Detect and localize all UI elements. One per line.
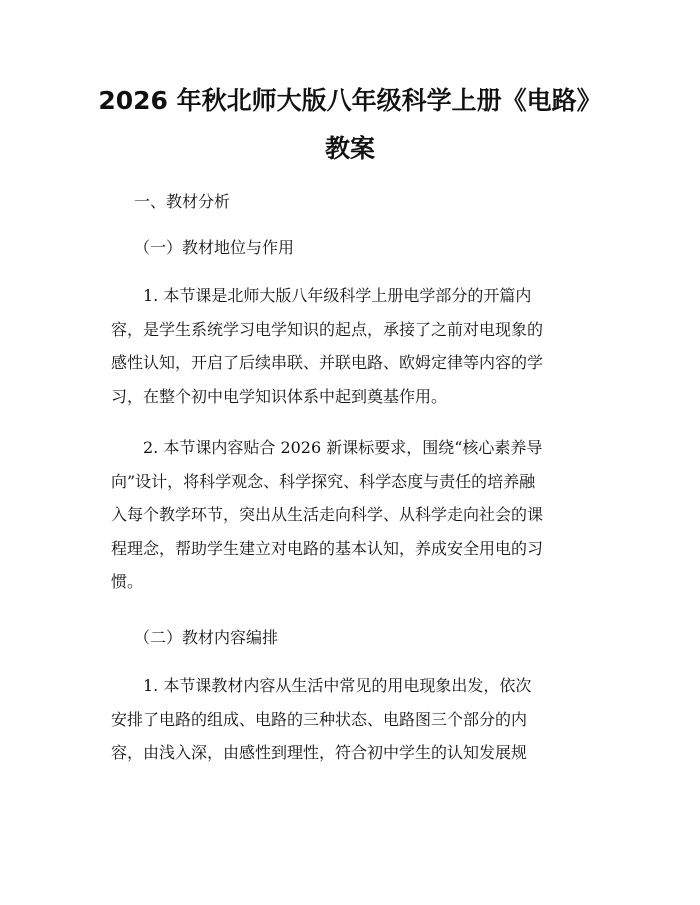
paragraph-1-line: 容，是学生系统学习电学知识的起点，承接了之前对电现象的 xyxy=(111,319,544,339)
document-title-line2: 教案 xyxy=(324,134,375,163)
paragraph-3-line: 容，由浅入深，由感性到理性，符合初中学生的认知发展规 xyxy=(111,743,528,762)
paragraph-2-line: 程理念，帮助学生建立对电路的基本认知，养成安全用电的习 xyxy=(111,538,544,558)
subsection-heading-content-arrangement: （二）教材内容编排 xyxy=(134,628,279,647)
paragraph-2 xyxy=(111,431,605,599)
paragraph-3 xyxy=(111,669,605,770)
paragraph-3-line: 安排了电路的组成、电路的三种状态、电路图三个部分的内 xyxy=(111,709,528,729)
paragraph-2-line: 向”设计，将科学观念、科学探究、科学态度与责任的培养融 xyxy=(111,471,536,491)
paragraph-2-line: 入每个教学环节，突出从生活走向科学、从科学走向社会的课 xyxy=(111,505,544,524)
document-title-line1: 2026 年秋北师大版八年级科学上册《电路》 xyxy=(98,86,602,115)
paragraph-1 xyxy=(111,279,605,413)
section-heading-textbook-analysis: 一、教材分析 xyxy=(134,192,231,211)
subsection-heading-position-role: （一）教材地位与作用 xyxy=(134,238,295,257)
paragraph-2-line: 2. 本节课内容贴合 2026 新课标要求，围绕“核心素养导 xyxy=(143,438,543,457)
paragraph-1-line: 习，在整个初中电学知识体系中起到奠基作用。 xyxy=(111,386,448,406)
paragraph-1-line: 感性认知，开启了后续串联、并联电路、欧姆定律等内容的学 xyxy=(111,353,544,372)
paragraph-1-line: 1. 本节课是北师大版八年级科学上册电学部分的开篇内 xyxy=(143,286,532,305)
paragraph-3-line: 1. 本节课教材内容从生活中常见的用电现象出发，依次 xyxy=(143,676,532,695)
paragraph-2-line: 惯。 xyxy=(111,572,144,591)
